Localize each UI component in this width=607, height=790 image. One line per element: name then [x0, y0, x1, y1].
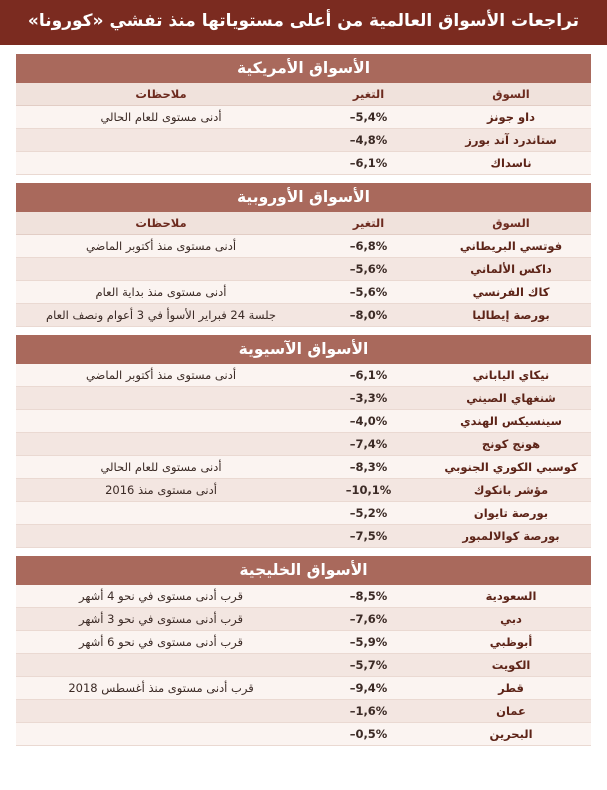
table-row — [16, 653, 591, 676]
cell-market-name: بورصة كوالالمبور — [431, 524, 591, 547]
cell-notes: أدنى مستوى للعام الحالي — [16, 105, 306, 128]
cell-market-name: مؤشر بانكوك — [431, 478, 591, 501]
table-row — [16, 722, 591, 745]
table-row — [16, 699, 591, 722]
cell-market-name: بورصة تايوان — [431, 501, 591, 524]
table-row — [16, 105, 591, 128]
column-header-market: السوق — [431, 212, 591, 235]
cell-notes: قرب أدنى مستوى منذ أغسطس 2018 — [16, 676, 306, 699]
cell-market-name: البحرين — [431, 722, 591, 745]
cell-change-value: –7,4% — [306, 432, 431, 455]
column-header-row — [16, 83, 591, 106]
cell-notes — [16, 151, 306, 174]
column-header-notes: ملاحظات — [16, 212, 306, 235]
cell-change-value: –6,1% — [306, 151, 431, 174]
cell-notes: قرب أدنى مستوى في نحو 4 أشهر — [16, 585, 306, 608]
cell-change-value: –5,4% — [306, 105, 431, 128]
cell-market-name: كاك الفرنسي — [431, 280, 591, 303]
table-row — [16, 478, 591, 501]
section-spacer — [16, 547, 591, 556]
cell-change-value: –5,6% — [306, 280, 431, 303]
markets-table — [16, 54, 591, 746]
section-header-row — [16, 556, 591, 585]
cell-notes: أدنى مستوى منذ بداية العام — [16, 280, 306, 303]
cell-notes — [16, 257, 306, 280]
section-spacer-cell — [16, 547, 591, 556]
section-title: الأسواق الخليجية — [16, 556, 591, 585]
column-header-change: التغير — [306, 83, 431, 106]
cell-market-name: ستاندرد آند بورز — [431, 128, 591, 151]
table-row — [16, 501, 591, 524]
cell-notes: أدنى مستوى منذ 2016 — [16, 478, 306, 501]
cell-market-name: الكويت — [431, 653, 591, 676]
cell-change-value: –5,2% — [306, 501, 431, 524]
table-row — [16, 607, 591, 630]
table-row — [16, 128, 591, 151]
table-row — [16, 455, 591, 478]
cell-change-value: –5,6% — [306, 257, 431, 280]
section-spacer — [16, 174, 591, 183]
section-header-row — [16, 183, 591, 212]
cell-notes — [16, 699, 306, 722]
section-header-row — [16, 54, 591, 83]
section-header-row — [16, 335, 591, 364]
cell-market-name: السعودية — [431, 585, 591, 608]
cell-notes — [16, 432, 306, 455]
cell-notes — [16, 501, 306, 524]
cell-notes — [16, 524, 306, 547]
cell-market-name: أبوظبي — [431, 630, 591, 653]
section-spacer-cell — [16, 326, 591, 335]
cell-change-value: –0,5% — [306, 722, 431, 745]
cell-notes: قرب أدنى مستوى في نحو 6 أشهر — [16, 630, 306, 653]
cell-notes: أدنى مستوى منذ أكتوبر الماضي — [16, 234, 306, 257]
cell-notes: أدنى مستوى للعام الحالي — [16, 455, 306, 478]
cell-notes — [16, 722, 306, 745]
cell-notes: قرب أدنى مستوى في نحو 3 أشهر — [16, 607, 306, 630]
table-row — [16, 432, 591, 455]
cell-market-name: داو جونز — [431, 105, 591, 128]
cell-market-name: نيكاي الياباني — [431, 364, 591, 387]
cell-change-value: –6,8% — [306, 234, 431, 257]
table-row — [16, 364, 591, 387]
column-header-change: التغير — [306, 212, 431, 235]
cell-market-name: دبي — [431, 607, 591, 630]
column-header-notes: ملاحظات — [16, 83, 306, 106]
table-row — [16, 151, 591, 174]
table-row — [16, 524, 591, 547]
cell-market-name: فوتسي البريطاني — [431, 234, 591, 257]
section-spacer-cell — [16, 174, 591, 183]
column-header-market: السوق — [431, 83, 591, 106]
cell-change-value: –7,5% — [306, 524, 431, 547]
cell-notes — [16, 128, 306, 151]
cell-change-value: –5,9% — [306, 630, 431, 653]
cell-change-value: –1,6% — [306, 699, 431, 722]
cell-change-value: –8,3% — [306, 455, 431, 478]
cell-market-name: بورصة إيطاليا — [431, 303, 591, 326]
cell-notes — [16, 409, 306, 432]
cell-market-name: قطر — [431, 676, 591, 699]
table-row — [16, 386, 591, 409]
table-row — [16, 676, 591, 699]
cell-market-name: سينسيكس الهندي — [431, 409, 591, 432]
cell-change-value: –10,1% — [306, 478, 431, 501]
cell-change-value: –8,0% — [306, 303, 431, 326]
column-header-row — [16, 212, 591, 235]
cell-market-name: هونج كونج — [431, 432, 591, 455]
table-row — [16, 409, 591, 432]
cell-change-value: –8,5% — [306, 585, 431, 608]
cell-market-name: كوسبي الكوري الجنوبي — [431, 455, 591, 478]
cell-notes — [16, 386, 306, 409]
table-row — [16, 257, 591, 280]
cell-change-value: –4,8% — [306, 128, 431, 151]
cell-market-name: داكس الألماني — [431, 257, 591, 280]
cell-notes — [16, 653, 306, 676]
bottom-spacer — [0, 746, 607, 756]
table-row — [16, 630, 591, 653]
cell-change-value: –7,6% — [306, 607, 431, 630]
table-row — [16, 585, 591, 608]
cell-change-value: –9,4% — [306, 676, 431, 699]
section-spacer — [16, 326, 591, 335]
cell-change-value: –3,3% — [306, 386, 431, 409]
page-title-text: تراجعات الأسواق العالمية من أعلى مستوياتها منذ تفشي «كورونا» — [27, 11, 580, 31]
cell-change-value: –4,0% — [306, 409, 431, 432]
cell-change-value: –5,7% — [306, 653, 431, 676]
cell-market-name: ناسداك — [431, 151, 591, 174]
table-row — [16, 303, 591, 326]
table-row — [16, 280, 591, 303]
cell-change-value: –6,1% — [306, 364, 431, 387]
markets-table-body — [16, 54, 591, 746]
page-title — [0, 0, 607, 45]
section-title: الأسواق الأمريكية — [16, 54, 591, 83]
cell-market-name: شنغهاي الصيني — [431, 386, 591, 409]
section-title: الأسواق الأوروبية — [16, 183, 591, 212]
cell-market-name: عمان — [431, 699, 591, 722]
table-row — [16, 234, 591, 257]
section-title: الأسواق الآسيوية — [16, 335, 591, 364]
cell-notes: جلسة 24 فبراير الأسوأ في 3 أعوام ونصف العام — [16, 303, 306, 326]
cell-notes: أدنى مستوى منذ أكتوبر الماضي — [16, 364, 306, 387]
